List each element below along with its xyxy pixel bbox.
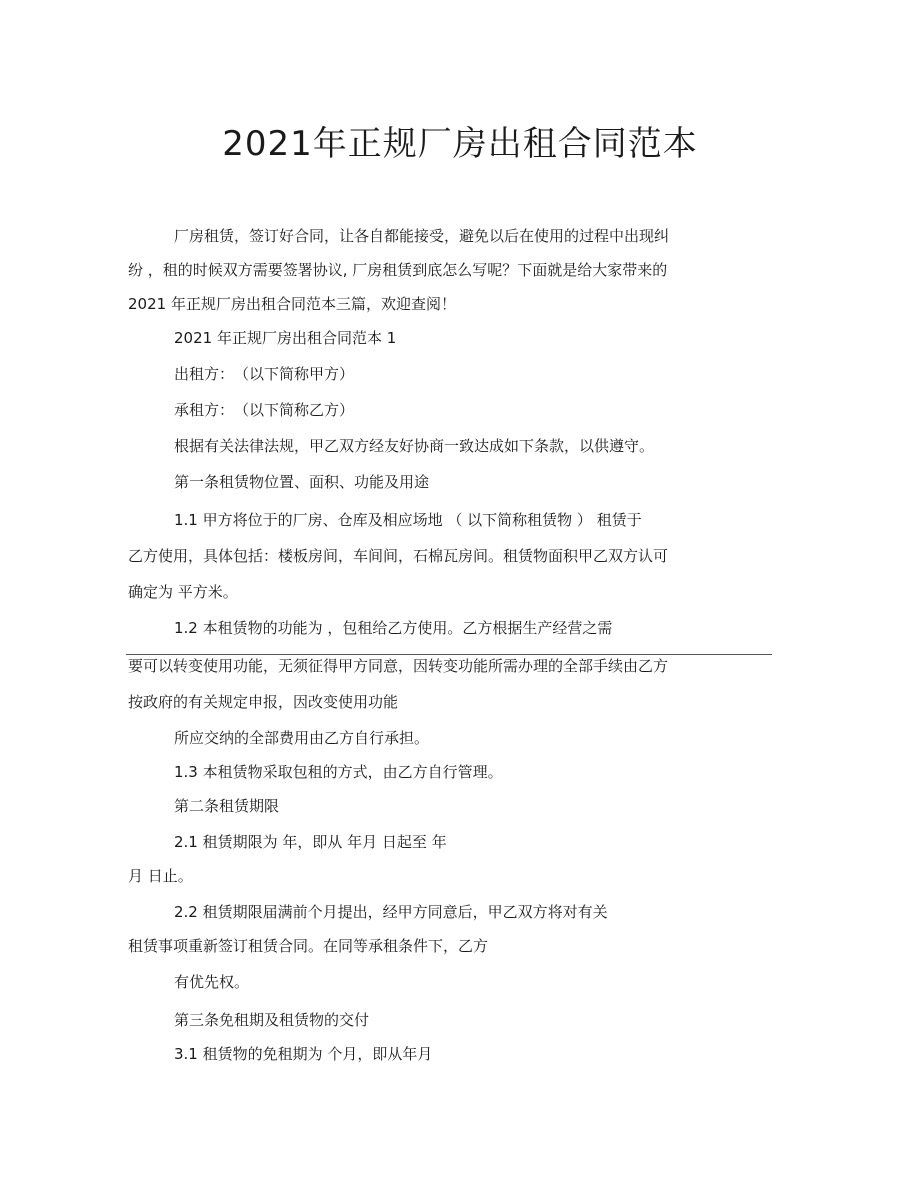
body-line: 2021 年正规厂房出租合同范本三篇，欢迎查阅！ [128, 295, 456, 313]
body-line: 租赁事项重新签订租赁合同。在同等承租条件下，乙方 [128, 937, 489, 955]
body-line: 乙方使用，具体包括：楼板房间，车间间，石棉瓦房间。租赁物面积甲乙双方认可 [128, 547, 669, 565]
clause-line: 2.2 租赁期限届满前个月提出，经甲方同意后，甲乙双方将对有关 [174, 903, 608, 921]
body-line: 确定为 平方米。 [128, 583, 238, 601]
document-title: 2021年正规厂房出租合同范本 [222, 124, 698, 164]
clause-line: 1.3 本租赁物采取包租的方式，由乙方自行管理。 [174, 763, 503, 781]
body-line: 厂房租赁，签订好合同，让各自都能接受，避免以后在使用的过程中出现纠 [174, 227, 670, 245]
body-line: 月 日止。 [128, 867, 193, 885]
lessor-line: 出租方： （以下简称甲方） [174, 365, 355, 383]
clause-line: 1.2 本租赁物的功能为 ，包租给乙方使用。乙方根据生产经营之需 [174, 619, 613, 637]
clause-line: 3.1 租赁物的免租期为 个月，即从年月 [174, 1045, 433, 1063]
clause-line: 1.1 甲方将位于的厂房、仓库及相应场地 （ 以下简称租赁物 ） 租赁于 [174, 511, 642, 529]
article-heading: 第三条免租期及租赁物的交付 [174, 1011, 370, 1029]
article-heading: 第一条租赁物位置、面积、功能及用途 [174, 473, 430, 491]
body-line: 按政府的有关规定申报，因改变使用功能 [128, 693, 399, 711]
body-line: 所应交纳的全部费用由乙方自行承担。 [174, 729, 430, 747]
body-line: 根据有关法律法规，甲乙双方经友好协商一致达成如下条款，以供遵守。 [174, 437, 655, 455]
body-line: 有优先权。 [174, 973, 250, 991]
clause-line: 2.1 租赁期限为 年，即从 年月 日起至 年 [174, 833, 447, 851]
article-heading: 第二条租赁期限 [174, 797, 280, 815]
horizontal-rule [126, 654, 772, 655]
body-line: 要可以转变使用功能，无须征得甲方同意，因转变功能所需办理的全部手续由乙方 [128, 657, 669, 675]
lessee-line: 承租方： （以下简称乙方） [174, 401, 355, 419]
body-line: 纷 ，租的时候双方需要签署协议, 厂房租赁到底怎么写呢？下面就是给大家带来的 [128, 261, 668, 279]
section-heading: 2021 年正规厂房出租合同范本 1 [174, 329, 397, 347]
